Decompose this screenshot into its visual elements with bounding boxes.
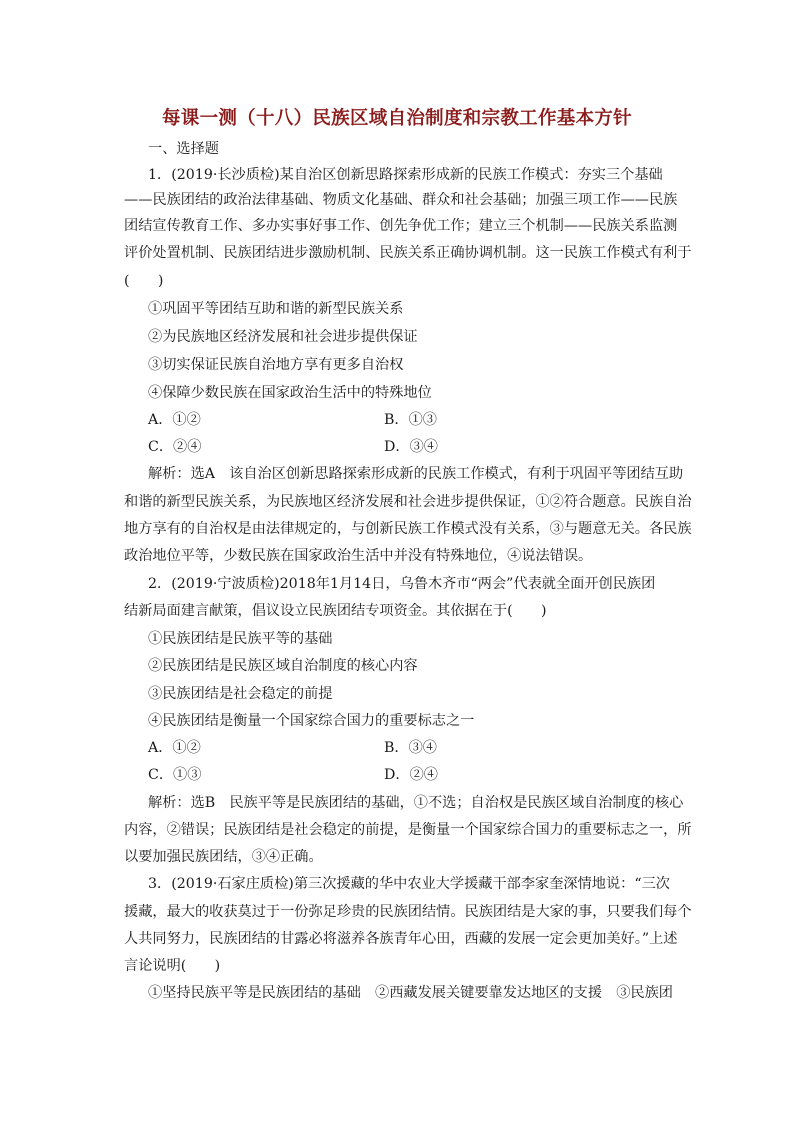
q1-answer-blank: ( ): [124, 273, 164, 289]
q1-analysis-line: 地方享有的自治权是由法律规定的，与创新民族工作模式没有关系，③与题意无关。各民族: [124, 521, 692, 537]
q3-stem-line: 人共同努力，民族团结的甘露必将滋养各族青年心田，西藏的发展一定会更加美好。”上述: [124, 931, 678, 947]
q1-stem-line: 1．(2019·长沙质检)某自治区创新思路探索形成新的民族工作模式：夯实三个基础: [148, 167, 663, 183]
q1-item: ①巩固平等团结互助和谐的新型民族关系: [148, 301, 404, 317]
q2-item: ①民族团结是民族平等的基础: [148, 631, 333, 647]
q2-stem-line: 结新局面建言献策，倡议设立民族团结专项资金。其依据在于( ): [124, 603, 547, 619]
q1-option-a: A．①②: [148, 412, 201, 428]
q1-item: ②为民族地区经济发展和社会进步提供保证: [148, 329, 418, 345]
q1-stem-line: 评价处置机制、民族团结进步激励机制、民族关系正确协调机制。这一民族工作模式有利于: [124, 245, 692, 261]
q2-option-c: C．①③: [148, 767, 202, 783]
q2-option-b: B．③④: [384, 740, 437, 756]
q3-stem-line: 言论说明( ): [124, 958, 221, 974]
q2-item: ②民族团结是民族区域自治制度的核心内容: [148, 658, 418, 674]
q1-option-d: D．③④: [384, 439, 438, 455]
q2-analysis-line: 内容，②错误；民族团结是社会稳定的前提，是衡量一个国家综合国力的重要标志之一，所: [124, 822, 692, 838]
q1-stem-line: ——民族团结的政治法律基础、物质文化基础、群众和社会基础；加强三项工作——民族: [124, 192, 678, 208]
q1-analysis-line: 政治地位平等，少数民族在国家政治生活中并没有特殊地位，④说法错误。: [124, 548, 593, 564]
q2-item: ③民族团结是社会稳定的前提: [148, 686, 333, 702]
q2-stem-line: 2．(2019·宁波质检)2018年1月14日，乌鲁木齐市“两会”代表就全面开创民族团: [148, 576, 656, 592]
q2-option-d: D．②④: [384, 767, 438, 783]
q1-option-b: B．①③: [384, 412, 437, 428]
page-title: 每课一测（十八）民族区域自治制度和宗教工作基本方针: [161, 108, 632, 129]
q1-item: ④保障少数民族在国家政治生活中的特殊地位: [148, 385, 432, 401]
section-heading: 一、选择题: [148, 141, 219, 157]
q2-option-a: A．①②: [148, 740, 201, 756]
q1-stem-line: 团结宣传教育工作、多办实事好事工作、创先争优工作；建立三个机制——民族关系监测: [124, 218, 678, 234]
q2-item: ④民族团结是衡量一个国家综合国力的重要标志之一: [148, 713, 475, 729]
q3-stem-line: 3．(2019·石家庄质检)第三次援藏的华中农业大学援藏干部李家奎深情地说：“三次: [148, 876, 670, 892]
q3-stem-line: 援藏，最大的收获莫过于一份弥足珍贵的民族团结情。民族团结是大家的事，只要我们每个: [124, 904, 692, 920]
q2-analysis-line: 解析：选B 民族平等是民族团结的基础，①不选；自治权是民族区域自治制度的核心: [148, 795, 684, 811]
q1-item: ③切实保证民族自治地方享有更多自治权: [148, 357, 404, 373]
q1-analysis-line: 解析：选A 该自治区创新思路探索形成新的民族工作模式，有利于巩固平等团结互助: [148, 466, 684, 482]
q2-analysis-line: 以要加强民族团结，③④正确。: [124, 849, 323, 865]
q3-item-line: ①坚持民族平等是民族团结的基础 ②西藏发展关键要靠发达地区的支援 ③民族团: [148, 985, 673, 1001]
q1-analysis-line: 和谐的新型民族关系，为民族地区经济发展和社会进步提供保证，①②符合题意。民族自治: [124, 494, 692, 510]
q1-option-c: C．②④: [148, 439, 202, 455]
